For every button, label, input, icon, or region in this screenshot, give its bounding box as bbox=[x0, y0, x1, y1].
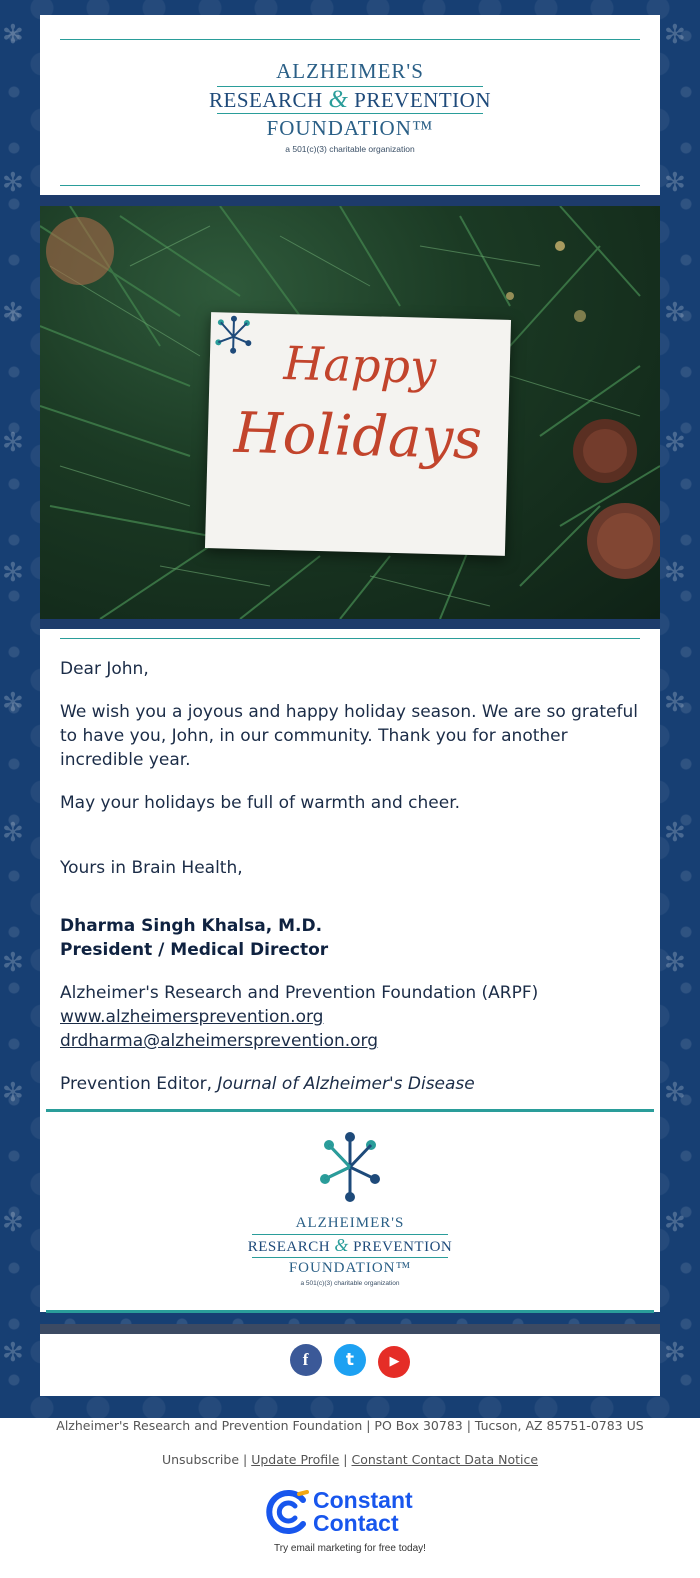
footer-logo[interactable] bbox=[40, 1131, 660, 1287]
constant-contact-icon bbox=[265, 1489, 311, 1535]
footer-logo-subtitle: a 501(c)(3) charitable organization bbox=[300, 1280, 400, 1287]
happy-text: Happy bbox=[282, 336, 437, 395]
cc-word-1: Constant bbox=[313, 1487, 413, 1513]
letter-body bbox=[60, 657, 640, 1096]
arpf-mark-icon bbox=[210, 312, 257, 359]
footer-logo-research: RESEARCH bbox=[247, 1239, 331, 1255]
editor-prefix: Prevention Editor, bbox=[60, 1074, 218, 1094]
logo-ampersand: & bbox=[328, 86, 349, 113]
unsubscribe-link[interactable]: Unsubscribe bbox=[161, 1452, 240, 1467]
footer-logo-ampersand: & bbox=[334, 1235, 349, 1255]
logo-prevention: PREVENTION bbox=[354, 88, 491, 112]
logo-line-2 bbox=[40, 87, 660, 113]
footer-logo-line-1: ALZHEIMER'S bbox=[295, 1215, 405, 1231]
footer-links bbox=[0, 1452, 700, 1467]
footer-logo-line-2 bbox=[40, 1235, 660, 1257]
update-profile-link[interactable]: Update Profile bbox=[251, 1452, 340, 1467]
logo-line-3: FOUNDATION™ bbox=[266, 116, 434, 140]
email-footer bbox=[0, 1418, 700, 1554]
signer-title: President / Medical Director bbox=[60, 940, 329, 960]
navy-band-middle bbox=[40, 619, 660, 629]
facebook-icon[interactable]: f bbox=[290, 1344, 322, 1376]
navy-band-bottom bbox=[40, 1324, 660, 1334]
footer-separator-1: | bbox=[239, 1452, 252, 1467]
header-top-divider bbox=[60, 39, 640, 40]
logo-rule-bottom bbox=[217, 113, 483, 114]
navy-band-top bbox=[40, 195, 660, 206]
website-link[interactable]: www.alzheimersprevention.org bbox=[60, 1007, 324, 1027]
arpf-mark-icon bbox=[315, 1131, 385, 1205]
letter-paragraph-1: We wish you a joyous and happy holiday season. We are so grateful to have you, John, in our community. Thank you for another incredible year. bbox=[60, 702, 638, 770]
header-logo[interactable] bbox=[40, 59, 660, 154]
ornament bbox=[46, 217, 114, 285]
org-name: Alzheimer's Research and Prevention Foundation (ARPF) bbox=[60, 983, 539, 1003]
footer-address: Alzheimer's Research and Prevention Foundation | PO Box 30783 | Tucson, AZ 85751-0783 US bbox=[56, 1418, 644, 1433]
logo-research: RESEARCH bbox=[209, 88, 323, 112]
youtube-icon[interactable]: ▶ bbox=[378, 1346, 410, 1378]
holiday-card bbox=[205, 312, 511, 556]
constant-contact-wordmark bbox=[313, 1489, 413, 1535]
header-card bbox=[40, 15, 660, 195]
footer-logo-divider-top bbox=[46, 1109, 654, 1112]
header-bottom-divider bbox=[60, 185, 640, 186]
cc-word-2: Contact bbox=[313, 1510, 399, 1536]
social-links bbox=[40, 1344, 660, 1378]
letter-paragraph-2: May your holidays be full of warmth and cheer. bbox=[60, 793, 461, 813]
hero-image[interactable] bbox=[40, 206, 660, 619]
social-card bbox=[40, 1334, 660, 1396]
journal-name: Journal of Alzheimer's Disease bbox=[217, 1074, 475, 1094]
closing: Yours in Brain Health, bbox=[60, 858, 243, 878]
logo-subtitle: a 501(c)(3) charitable organization bbox=[285, 144, 415, 154]
constant-contact-logo[interactable] bbox=[265, 1487, 435, 1539]
signer-name: Dharma Singh Khalsa, M.D. bbox=[60, 916, 323, 936]
letter-card bbox=[40, 629, 660, 1312]
logo-line-1: ALZHEIMER'S bbox=[276, 59, 424, 83]
editor-line bbox=[60, 1072, 640, 1096]
letter-top-divider bbox=[60, 638, 640, 639]
greeting: Dear John, bbox=[60, 659, 149, 679]
email-link[interactable]: drdharma@alzheimersprevention.org bbox=[60, 1031, 379, 1051]
footer-logo-rule-bottom bbox=[252, 1257, 448, 1258]
footer-logo-line-3: FOUNDATION™ bbox=[288, 1260, 412, 1276]
data-notice-link[interactable]: Constant Contact Data Notice bbox=[351, 1452, 539, 1467]
twitter-icon[interactable]: t bbox=[334, 1344, 366, 1376]
constant-contact-tagline[interactable]: Try email marketing for free today! bbox=[274, 1543, 426, 1554]
footer-separator-2: | bbox=[339, 1452, 352, 1467]
holidays-text: Holidays bbox=[233, 400, 483, 473]
footer-logo-prevention: PREVENTION bbox=[353, 1239, 453, 1255]
footer-logo-divider-bottom bbox=[46, 1310, 654, 1313]
